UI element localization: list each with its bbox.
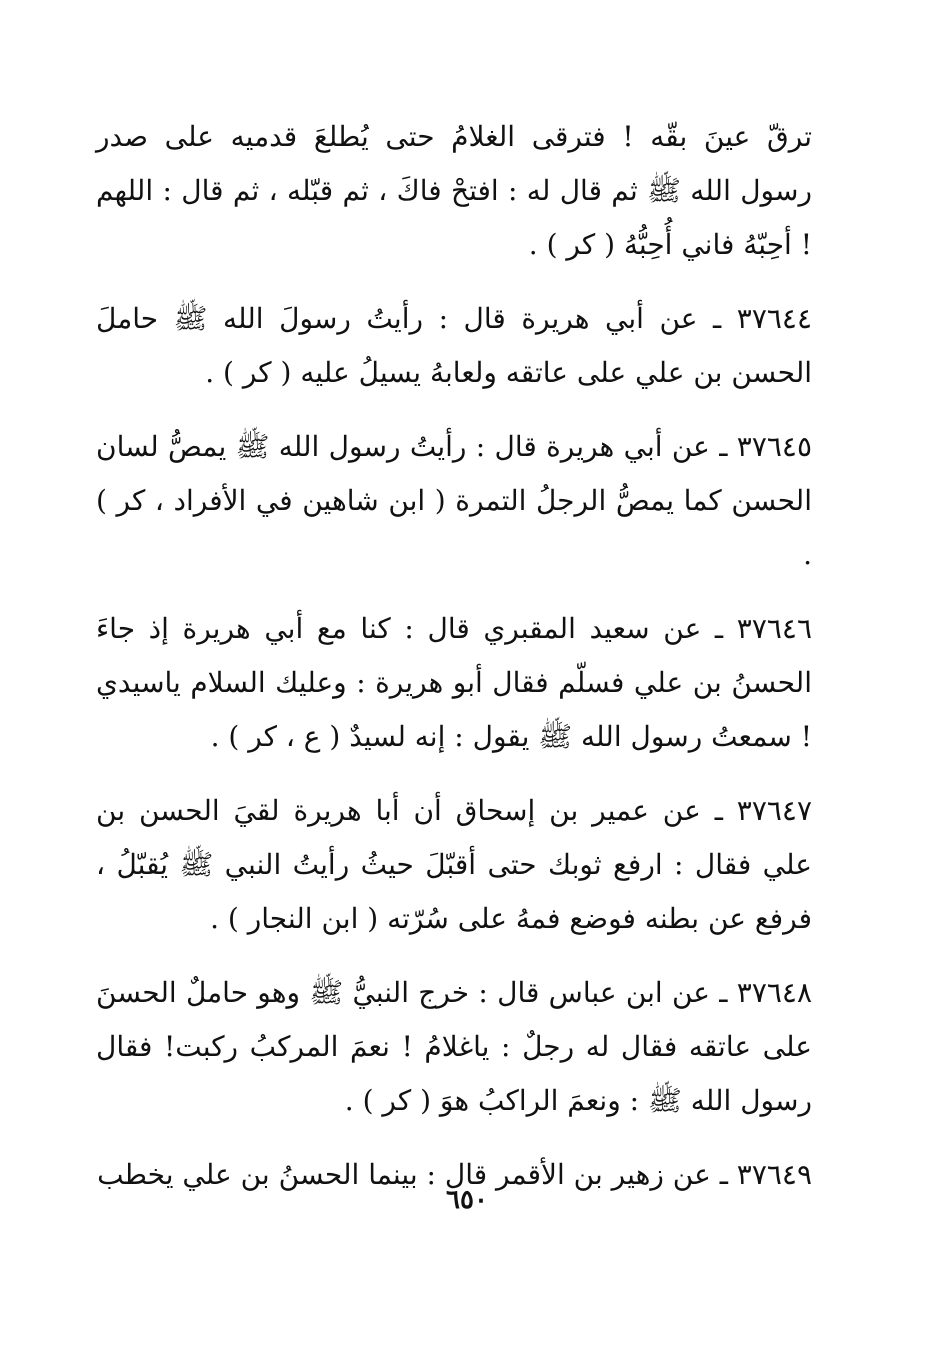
continuation-paragraph: ترقّ عينَ بقّه ! فترقى الغلامُ حتى يُطلعَ قدميه على صدر رسول الله ﷺ ثم قال له : افتحْ فاكَ ، ثم قبّله ، ثم قال : اللهم ! أحِبّهُ فاني أُحِبُّهُ ( كر ) .: [96, 120, 812, 261]
hadith-37645: ٣٧٦٤٥ ـ عن أبي هريرة قال : رأيتُ رسول الله ﷺ يمصُّ لسان الحسن كما يمصُّ الرجلُ التمرة ( ابن شاهين في الأفراد ، كر ) .: [96, 430, 812, 571]
hadith-text-block: [96, 110, 812, 1222]
hadith-37648: ٣٧٦٤٨ ـ عن ابن عباس قال : خرج النبيُّ ﷺ وهو حاملٌ الحسنَ على عاتقه فقال له رجلٌ : ياغلامُ ! نعمَ المركبُ ركبت! فقال رسول الله ﷺ : ونعمَ الراكبُ هوَ ( كر ) .: [96, 976, 812, 1117]
hadith-37647: ٣٧٦٤٧ ـ عن عمير بن إسحاق أن أبا هريرة لقيَ الحسن بن علي فقال : ارفع ثوبك حتى أقبّلَ حيثُ رأيتُ النبي ﷺ يُقبّلُ ، فرفع عن بطنه فوضع فمهُ على سُرّته ( ابن النجار ) .: [96, 794, 812, 935]
page-number: ٦٥٠: [446, 1185, 488, 1215]
hadith-37649: ٣٧٦٤٩ ـ عن زهير بن الأقمر قال : بينما الحسنُ بن علي يخطب: [97, 1158, 812, 1191]
hadith-37646: ٣٧٦٤٦ ـ عن سعيد المقبري قال : كنا مع أبي هريرة إذ جاءَ الحسنُ بن علي فسلّم فقال أبو هريرة : وعليك السلام ياسيدي ! سمعتُ رسول الله ﷺ يقول : إنه لسيدٌ ( ع ، كر ) .: [96, 612, 812, 753]
hadith-37644: ٣٧٦٤٤ ـ عن أبي هريرة قال : رأيتُ رسولَ الله ﷺ حاملَ الحسن بن علي على عاتقه ولعابهُ يسيلُ عليه ( كر ) .: [96, 302, 812, 389]
